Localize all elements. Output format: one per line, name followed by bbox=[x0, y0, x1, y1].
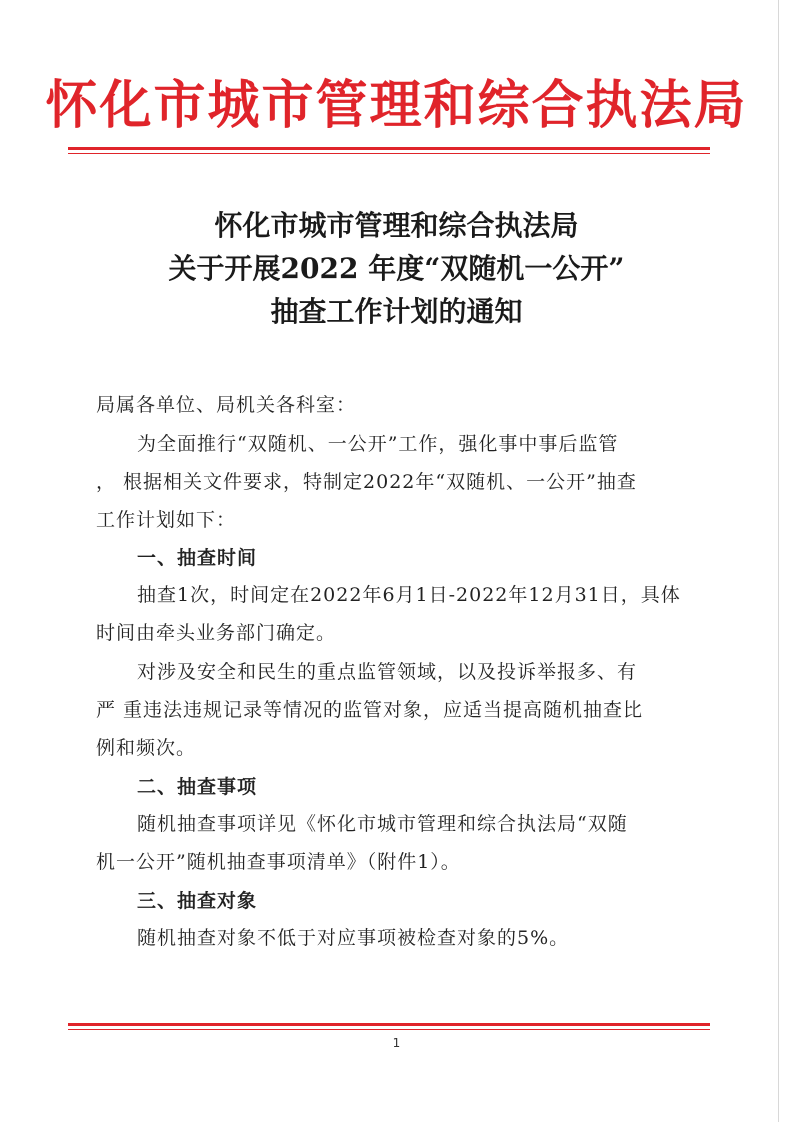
letterhead-rule-thick bbox=[68, 147, 710, 150]
document-title-line-2: 关于开展2022 年度“双随机一公开” bbox=[168, 252, 625, 285]
section-1-heading: 一、抽查时间 bbox=[137, 547, 258, 569]
intro-line-1: 为全面推行“双随机、一公开”工作，强化事中事后监管 bbox=[137, 433, 619, 455]
scan-edge-line bbox=[778, 0, 779, 1122]
section-2-para-1-line-2: 机一公开”随机抽查事项清单》（附件1）。 bbox=[96, 851, 461, 873]
salutation: 局属各单位、局机关各科室： bbox=[96, 394, 357, 416]
intro-line-2: ， 根据相关文件要求，特制定2022年“双随机、一公开”抽查 bbox=[96, 471, 637, 493]
document-title-line-3: 抽查工作计划的通知 bbox=[270, 295, 523, 328]
page-number: 1 bbox=[392, 1036, 401, 1050]
section-2-para-1-line-1: 随机抽查事项详见《怀化市城市管理和综合执法局“双随 bbox=[137, 813, 628, 835]
document-title bbox=[0, 204, 793, 333]
section-2-heading: 二、抽查事项 bbox=[137, 776, 258, 798]
section-1-para-2-line-3: 例和频次。 bbox=[96, 737, 197, 759]
section-1-para-1-line-1: 抽查1次，时间定在2022年6月1日-2022年12月31日，具体 bbox=[137, 584, 681, 606]
section-1-para-1-line-2: 时间由牵头业务部门确定。 bbox=[96, 622, 337, 644]
footer-rule-thin bbox=[68, 1029, 710, 1030]
section-3-para-1-line-1: 随机抽查对象不低于对应事项被检查对象的5%。 bbox=[137, 927, 570, 949]
letterhead-org-name: 怀化市城市管理和综合执法局 bbox=[45, 76, 748, 136]
section-1-para-2-line-2: 严 重违法违规记录等情况的监管对象，应适当提高随机抽查比 bbox=[96, 699, 644, 721]
intro-line-3: 工作计划如下： bbox=[96, 509, 237, 531]
footer-rule-thick bbox=[68, 1023, 710, 1026]
section-3-heading: 三、抽查对象 bbox=[137, 890, 258, 912]
letterhead-rule-thin bbox=[68, 153, 710, 154]
document-title-line-1: 怀化市城市管理和综合执法局 bbox=[214, 209, 579, 242]
section-1-para-2-line-1: 对涉及安全和民生的重点监管领域，以及投诉举报多、有 bbox=[137, 661, 638, 683]
